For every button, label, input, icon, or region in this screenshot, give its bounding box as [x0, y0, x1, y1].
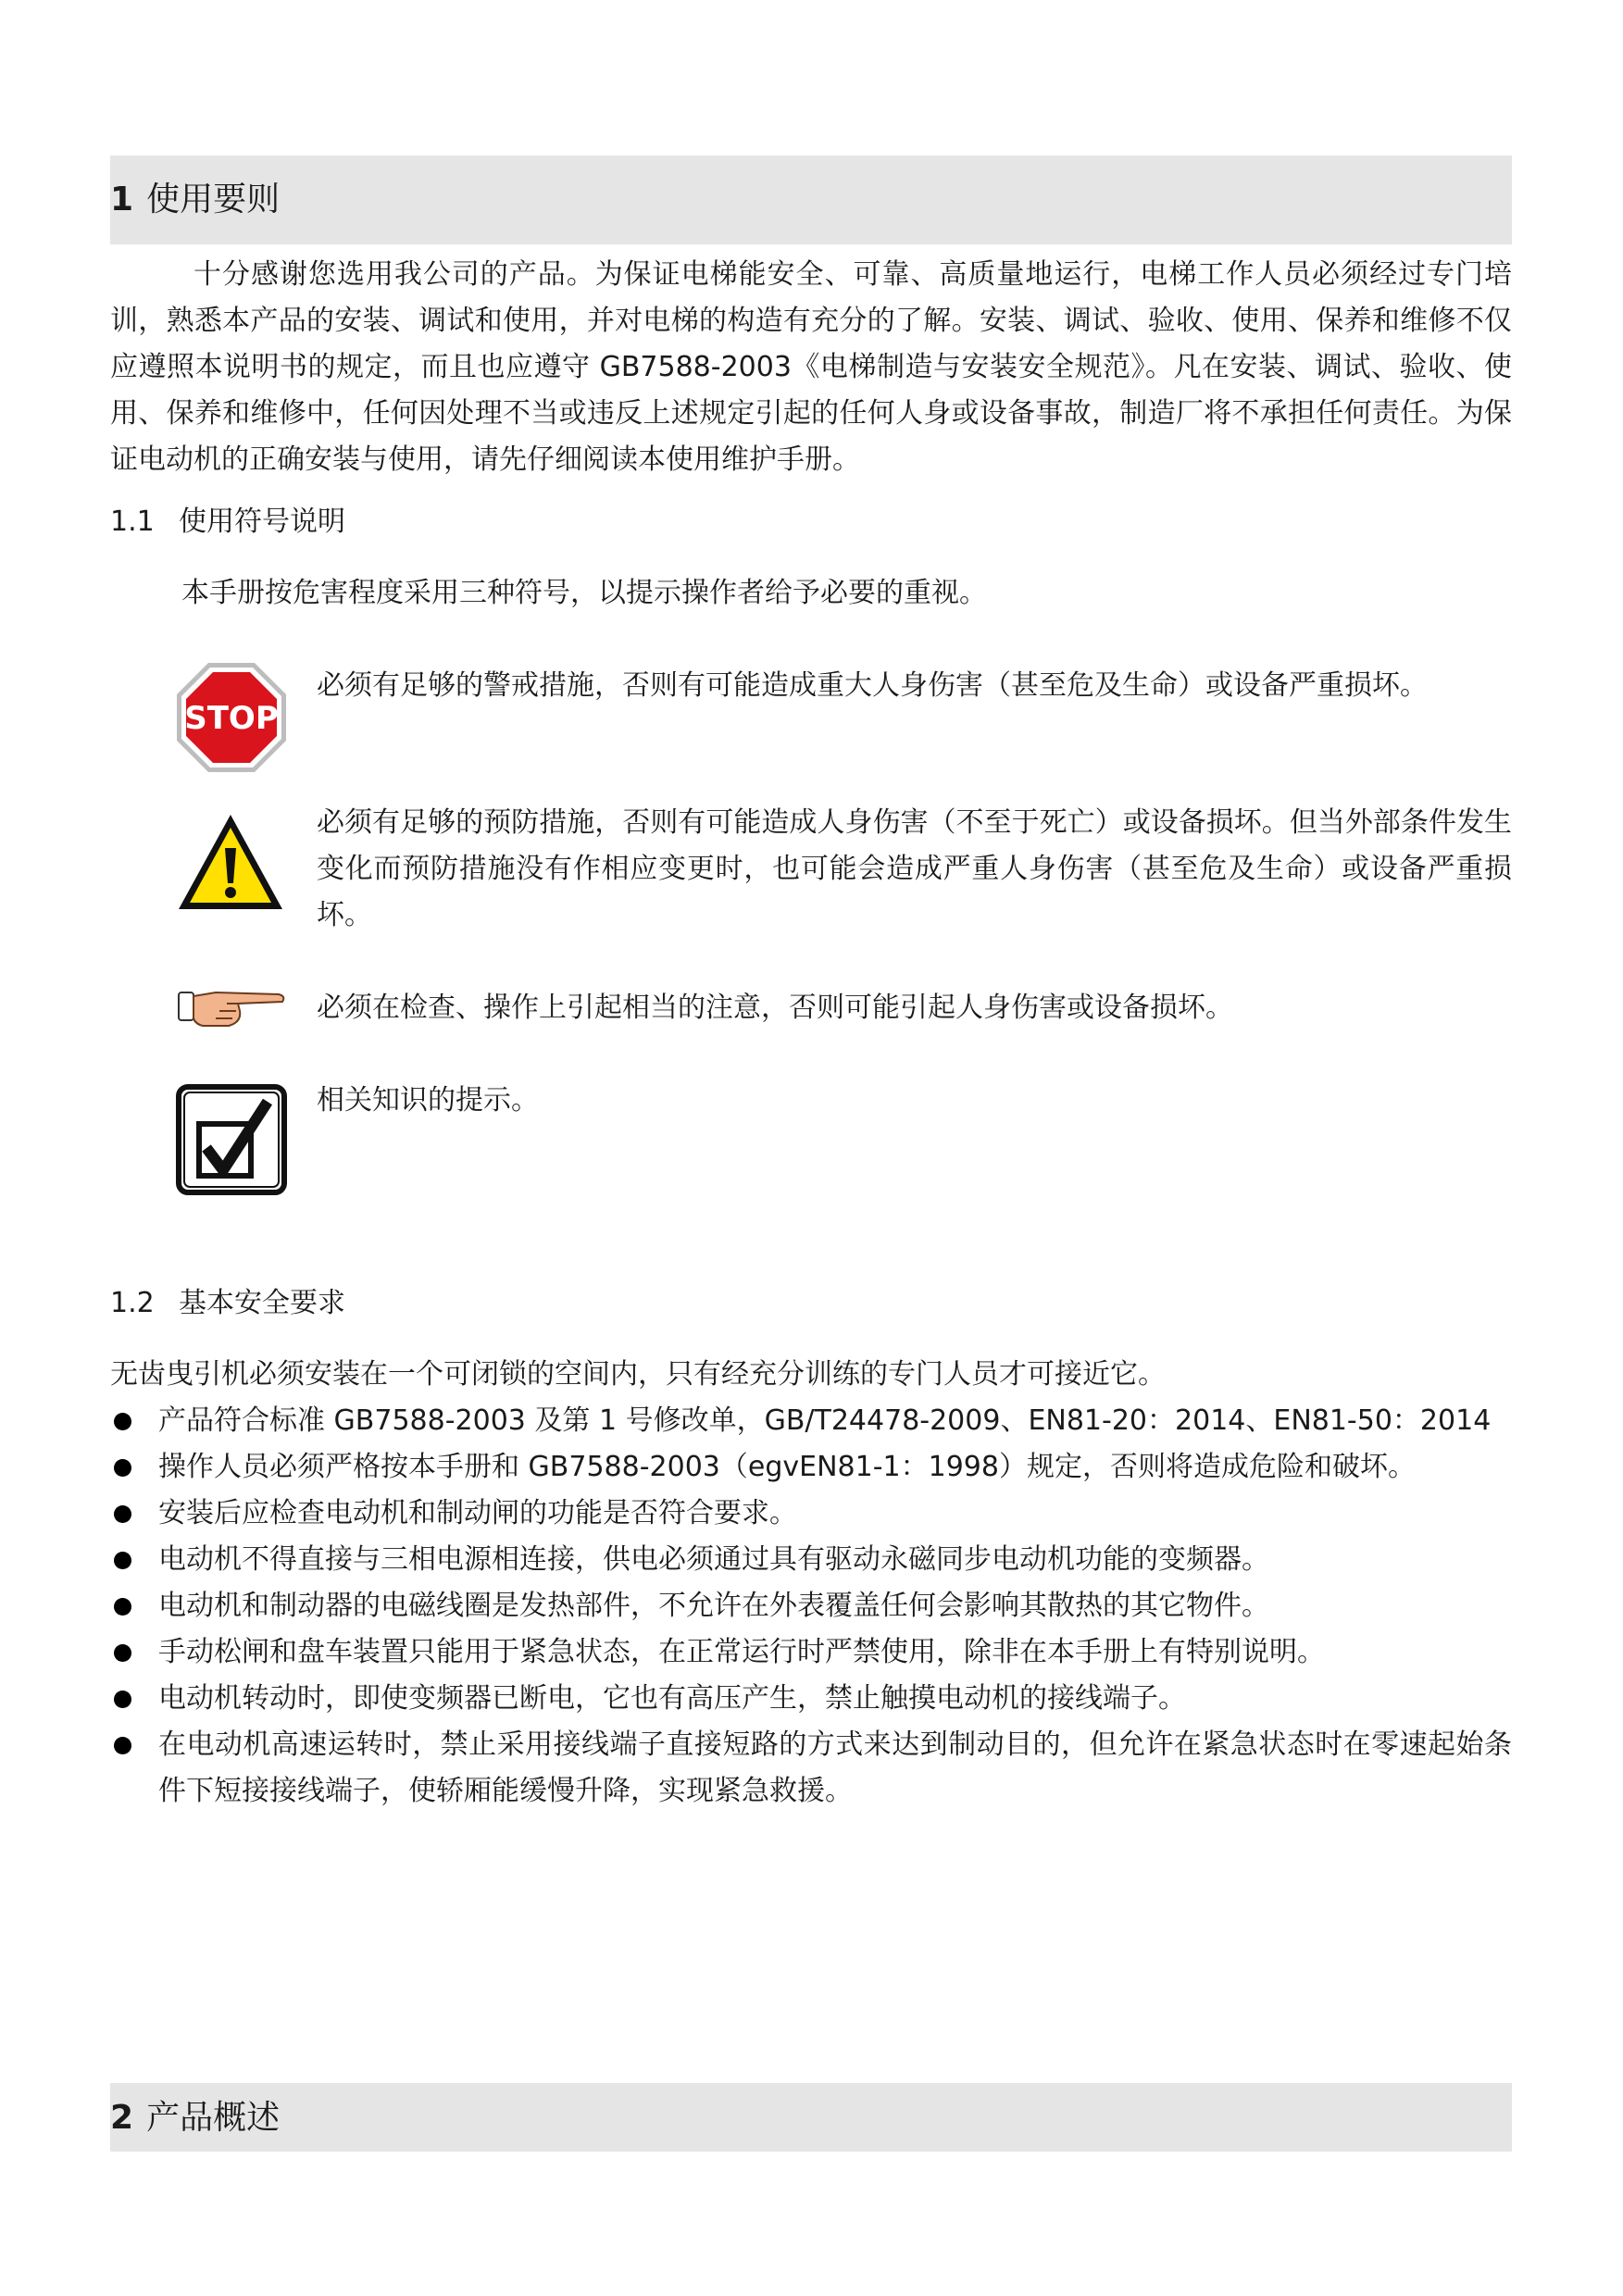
subsection-1-1-number: 1.1 — [110, 505, 155, 538]
section-1-heading-bar — [110, 156, 1512, 244]
subsection-1-2-number: 1.2 — [110, 1287, 155, 1319]
list-item-text: 安装后应检查电动机和制动闸的功能是否符合要求。 — [158, 1497, 797, 1529]
list-item — [110, 1629, 1512, 1676]
bullet-icon — [114, 1413, 131, 1430]
section-2-title: 产品概述 — [146, 2099, 281, 2137]
subsection-1-2-title: 基本安全要求 — [179, 1287, 345, 1319]
section-2-heading-bar — [110, 2083, 1512, 2152]
bullet-icon — [114, 1505, 131, 1523]
bullet-icon — [114, 1644, 131, 1662]
section-1-heading — [110, 178, 280, 222]
subsection-1-1-title: 使用符号说明 — [179, 505, 345, 538]
subsection-1-2-heading — [110, 1285, 345, 1322]
list-item — [110, 1398, 1512, 1444]
symbol-tip-description: 相关知识的提示。 — [317, 1084, 539, 1117]
list-item — [110, 1537, 1512, 1583]
list-item-text: 在电动机高速运转时，禁止采用接线端子直接短路的方式来达到制动目的，但允许在紧急状态时在零速起始条件下短接接线端子，使轿厢能缓慢升降，实现紧急救援。 — [158, 1728, 1512, 1807]
checkbox-icon — [175, 1083, 290, 1198]
section-2-number: 2 — [110, 2099, 134, 2137]
pointing-hand-icon — [175, 985, 290, 1033]
safety-requirements-list — [110, 1398, 1512, 1815]
symbol-warning-description: 必须有足够的预防措施，否则有可能造成人身伤害（不至于死亡）或设备损坏。但当外部条件发生变化而预防措施没有作相应变更时，也可能会造成严重人身伤害（甚至危及生命）或设备严重损坏。 — [317, 806, 1512, 931]
bullet-icon — [114, 1459, 131, 1477]
stop-sign-text: STOP — [184, 700, 279, 737]
symbol-stop-description: 必须有足够的警戒措施，否则有可能造成重大人身伤害（甚至危及生命）或设备严重损坏。 — [317, 669, 1428, 702]
list-item-text: 电动机不得直接与三相电源相连接，供电必须通过具有驱动永磁同步电动机功能的变频器。 — [158, 1543, 1269, 1576]
section-1-number: 1 — [110, 181, 134, 218]
bullet-icon — [114, 1552, 131, 1569]
list-item-text: 产品符合标准 GB7588-2003 及第 1 号修改单，GB/T24478-2009、EN81-20：2014、EN81-50：2014 — [158, 1404, 1492, 1437]
bullet-icon — [114, 1598, 131, 1616]
subsection-1-1-heading — [110, 504, 345, 541]
list-item — [110, 1722, 1512, 1815]
bullet-icon — [114, 1691, 131, 1708]
intro-paragraph — [110, 252, 1512, 483]
symbol-notice-description: 必须在检查、操作上引起相当的注意，否则可能引起人身伤害或设备损坏。 — [317, 992, 1233, 1024]
stop-sign-icon — [175, 661, 288, 774]
list-item — [110, 1676, 1512, 1722]
list-item-text: 电动机和制动器的电磁线圈是发热部件，不允许在外表覆盖任何会影响其散热的其它物件。 — [158, 1590, 1269, 1622]
list-item — [110, 1491, 1512, 1537]
section-1-title: 使用要则 — [146, 181, 281, 218]
list-item — [110, 1583, 1512, 1629]
list-item-text: 手动松闸和盘车装置只能用于紧急状态，在正常运行时严禁使用，除非在本手册上有特别说明。 — [158, 1636, 1325, 1668]
intro-text: 十分感谢您选用我公司的产品。为保证电梯能安全、可靠、高质量地运行，电梯工作人员必须经过专门培训，熟悉本产品的安装、调试和使用，并对电梯的构造有充分的了解。安装、调试、验收、使用、保养和维修不仅应遵照本说明书的规定，而且也应遵守 GB7588-2003《电梯制造与安装安全规范》。凡在安装、调试、验收、使用、保养和维修中，任何因处理不当或违反上述规定引起的任何人身或设备事故，制造厂将不承担任何责任。为保证电动机的正确安装与使用，请先仔细阅读本使用维护手册。 — [110, 258, 1512, 476]
safety-lead-text: 无齿曳引机必须安装在一个可闭锁的空间内，只有经充分训练的专门人员才可接近它。 — [110, 1358, 1166, 1391]
symbols-lead-text: 本手册按危害程度采用三种符号，以提示操作者给予必要的重视。 — [181, 577, 987, 609]
list-item-text: 电动机转动时，即使变频器已断电，它也有高压产生，禁止触摸电动机的接线端子。 — [158, 1682, 1186, 1715]
bullet-icon — [114, 1737, 131, 1754]
list-item-text: 操作人员必须严格按本手册和 GB7588-2003（egvEN81-1：1998）规定，否则将造成危险和破坏。 — [158, 1451, 1416, 1483]
list-item — [110, 1444, 1512, 1491]
warning-triangle-icon — [175, 811, 286, 915]
section-2-heading — [110, 2096, 280, 2140]
